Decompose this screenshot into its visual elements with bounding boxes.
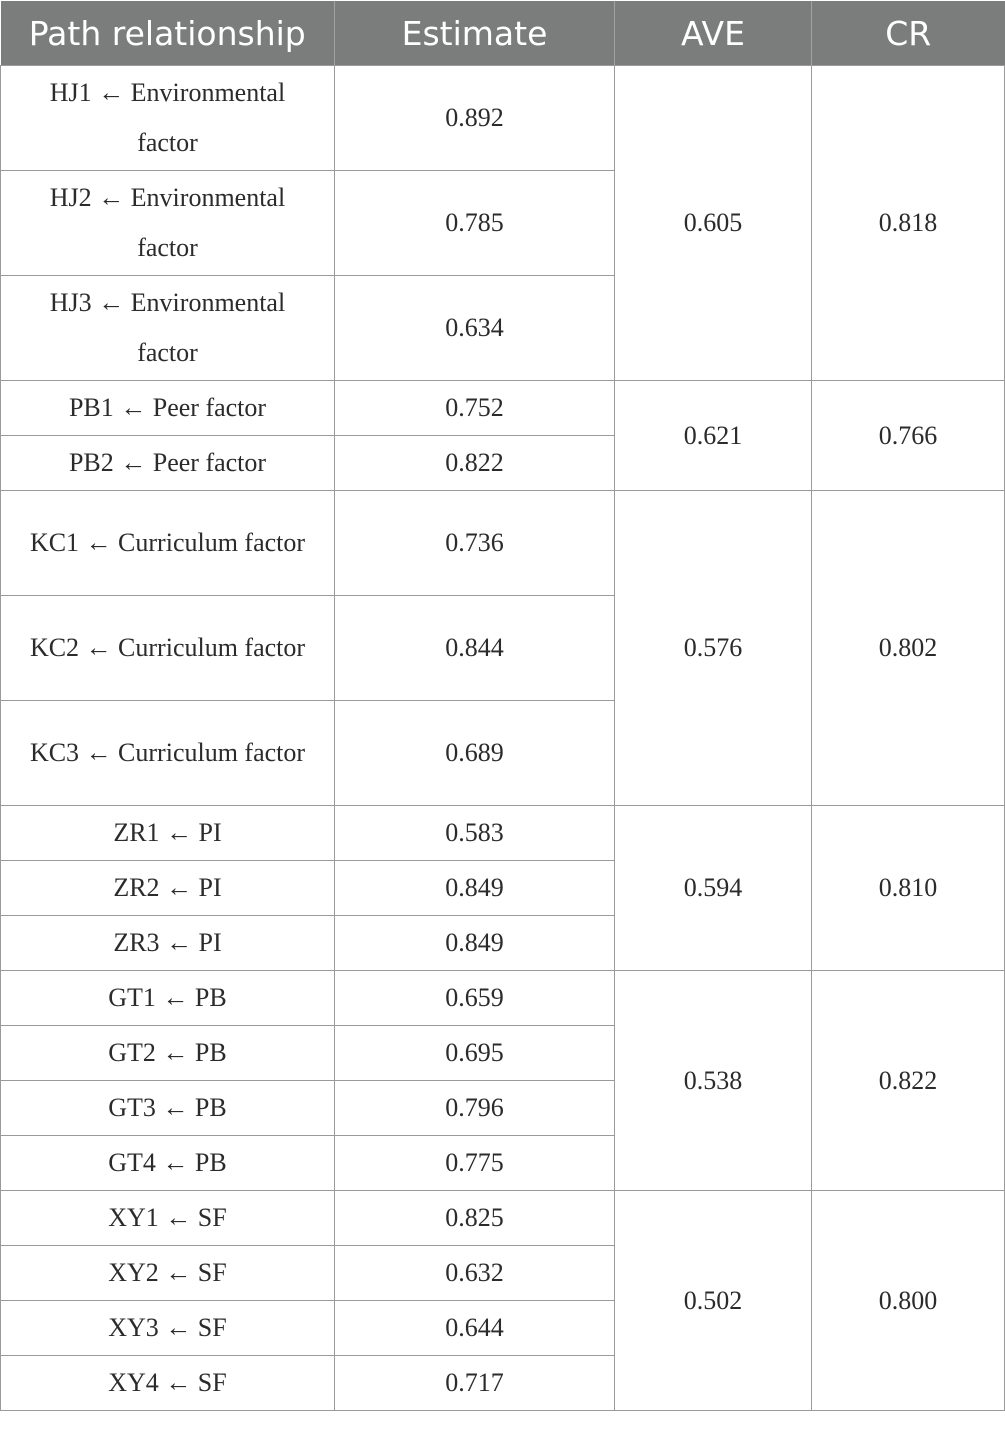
estimate-cell: 0.822	[335, 436, 615, 491]
ave-cell: 0.576	[615, 491, 812, 806]
ave-cell: 0.502	[615, 1191, 812, 1411]
estimate-cell: 0.844	[335, 596, 615, 701]
path-cell: GT2 ← PB	[1, 1026, 335, 1081]
table-row	[1, 381, 1005, 436]
path-cell: GT1 ← PB	[1, 971, 335, 1026]
estimate-cell: 0.752	[335, 381, 615, 436]
header-estimate: Estimate	[335, 1, 615, 66]
path-cell: HJ3 ← Environmental factor	[1, 276, 335, 381]
estimate-cell: 0.736	[335, 491, 615, 596]
path-cell: HJ1 ← Environmental factor	[1, 66, 335, 171]
estimate-cell: 0.634	[335, 276, 615, 381]
header-ave: AVE	[615, 1, 812, 66]
cr-cell: 0.822	[812, 971, 1005, 1191]
header-cr: CR	[812, 1, 1005, 66]
table-row	[1, 1191, 1005, 1246]
estimate-cell: 0.717	[335, 1356, 615, 1411]
cr-cell: 0.802	[812, 491, 1005, 806]
estimate-cell: 0.583	[335, 806, 615, 861]
ave-cell: 0.594	[615, 806, 812, 971]
cr-cell: 0.810	[812, 806, 1005, 971]
path-cell: KC3 ← Curriculum factor	[1, 701, 335, 806]
table-row	[1, 66, 1005, 171]
estimate-cell: 0.695	[335, 1026, 615, 1081]
estimate-cell: 0.785	[335, 171, 615, 276]
path-cell: XY3 ← SF	[1, 1301, 335, 1356]
estimate-cell: 0.689	[335, 701, 615, 806]
estimate-cell: 0.644	[335, 1301, 615, 1356]
path-cell: PB1 ← Peer factor	[1, 381, 335, 436]
ave-cell: 0.621	[615, 381, 812, 491]
path-cell: PB2 ← Peer factor	[1, 436, 335, 491]
path-cell: KC2 ← Curriculum factor	[1, 596, 335, 701]
estimate-cell: 0.825	[335, 1191, 615, 1246]
path-estimates-table	[0, 1, 1005, 1411]
cr-cell: 0.800	[812, 1191, 1005, 1411]
path-cell: XY4 ← SF	[1, 1356, 335, 1411]
ave-cell: 0.605	[615, 66, 812, 381]
path-cell: KC1 ← Curriculum factor	[1, 491, 335, 596]
header-row	[1, 1, 1005, 66]
estimate-cell: 0.632	[335, 1246, 615, 1301]
table-row	[1, 971, 1005, 1026]
estimate-cell: 0.659	[335, 971, 615, 1026]
path-cell: ZR1 ← PI	[1, 806, 335, 861]
estimate-cell: 0.775	[335, 1136, 615, 1191]
cr-cell: 0.766	[812, 381, 1005, 491]
table-row	[1, 491, 1005, 596]
estimate-cell: 0.849	[335, 861, 615, 916]
table-row	[1, 806, 1005, 861]
estimate-cell: 0.892	[335, 66, 615, 171]
path-cell: XY2 ← SF	[1, 1246, 335, 1301]
path-cell: HJ2 ← Environmental factor	[1, 171, 335, 276]
path-cell: XY1 ← SF	[1, 1191, 335, 1246]
path-cell: GT3 ← PB	[1, 1081, 335, 1136]
cr-cell: 0.818	[812, 66, 1005, 381]
ave-cell: 0.538	[615, 971, 812, 1191]
path-cell: GT4 ← PB	[1, 1136, 335, 1191]
estimate-cell: 0.849	[335, 916, 615, 971]
path-cell: ZR2 ← PI	[1, 861, 335, 916]
path-cell: ZR3 ← PI	[1, 916, 335, 971]
header-path: Path relationship	[1, 1, 335, 66]
estimate-cell: 0.796	[335, 1081, 615, 1136]
